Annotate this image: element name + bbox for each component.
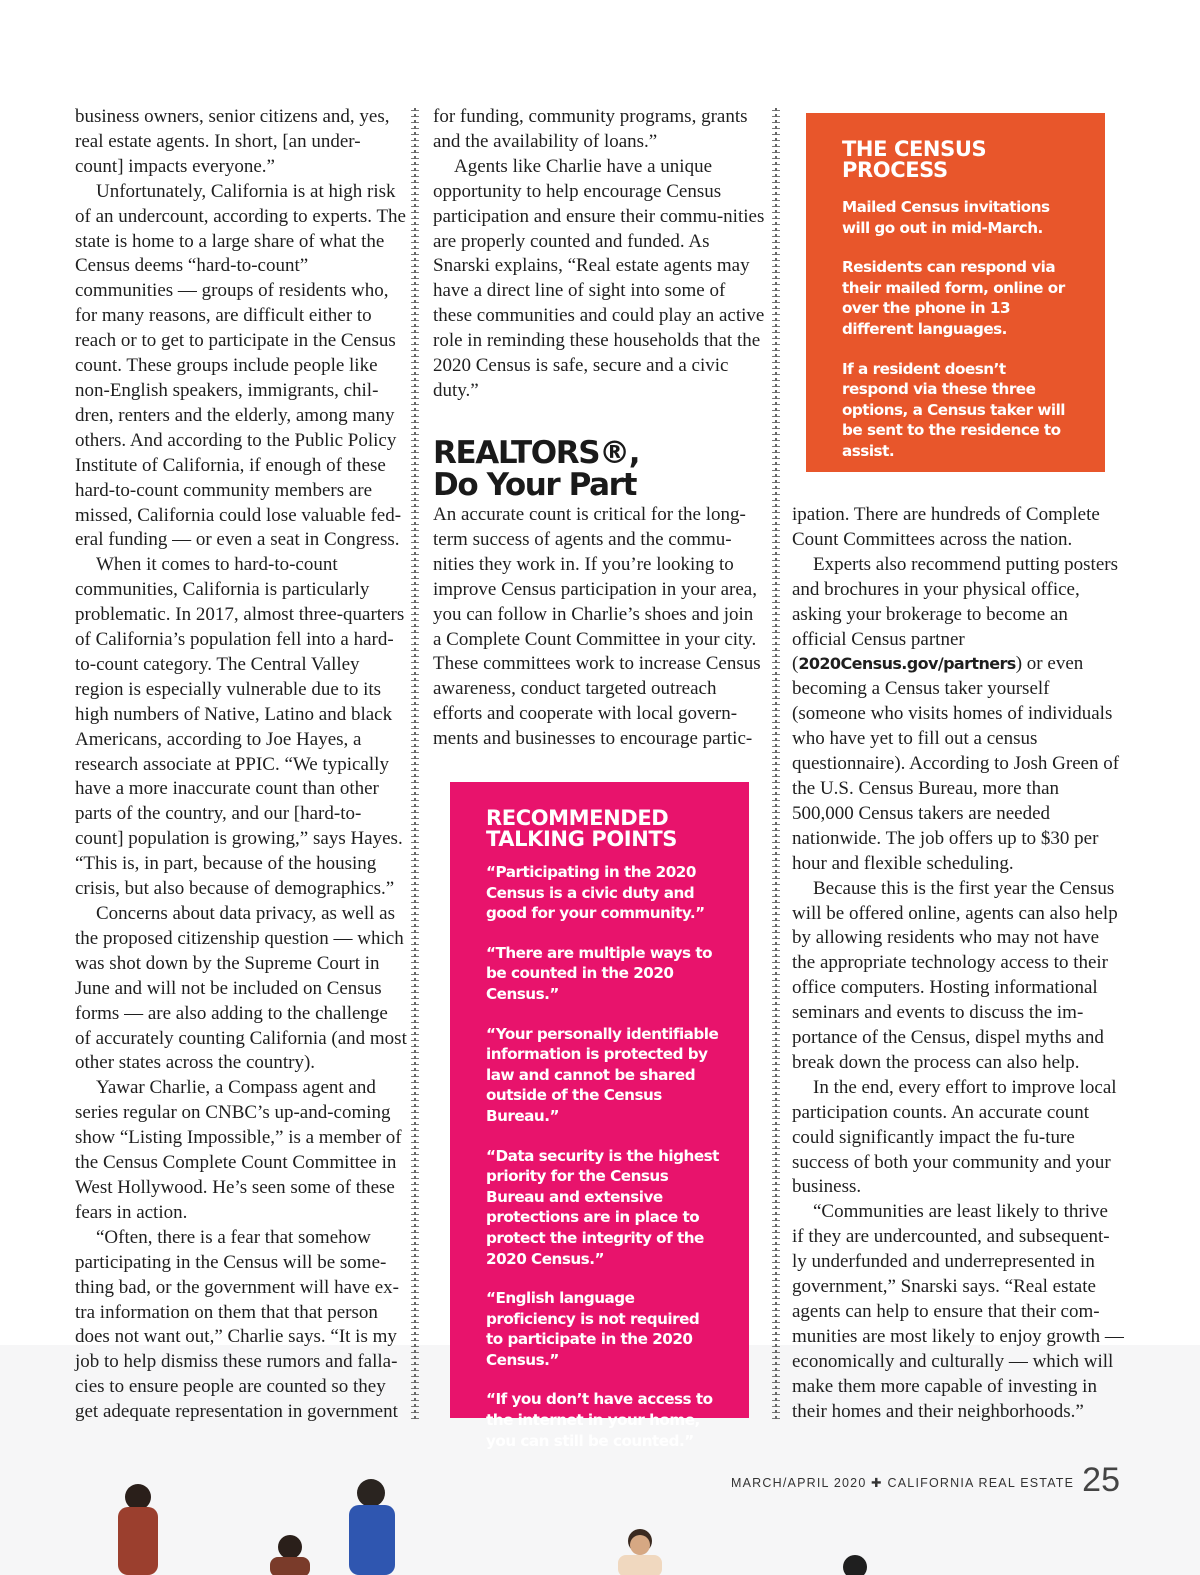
sidebar-title-line: THE CENSUS [842, 137, 987, 161]
sidebar-title [842, 139, 1075, 181]
talking-point: “Your personally identifiable information is protected by law and cannot be shared outside of the Census Bureau.” [486, 1024, 719, 1125]
person-figure [843, 1555, 867, 1575]
paragraph: “Communities are least likely to thrive if they are undercounted, and subsequent-ly underfunded and underrepresented in government,” Snarski says. “Real estate agents can help to ensure that their com-munities are most likely to enjoy growth — economically and culturally — which will make them more capable of investing in their homes and their neighborhoods.” [792, 1201, 1124, 1422]
people-illustration [0, 1475, 1200, 1575]
sidebar-item: Mailed Census invitations will go out in mid-March. [842, 198, 1050, 237]
talking-point: “Participating in the 2020 Census is a civic duty and good for your community.” [486, 863, 705, 923]
paragraph: Because this is the first year the Census will be offered online, agents can also help by allowing residents who may not have the appropriate technology access to their office computers. Hosting informational seminars and events to discuss the im-portance of the Census, dispel myths and break down the process can also help. [792, 877, 1118, 1073]
paragraph: ipation. There are hundreds of Complete Count Committees across the nation. [792, 504, 1100, 550]
sidebar-title-line: PROCESS [842, 158, 948, 182]
census-process-sidebar [806, 113, 1105, 472]
paragraph: “Often, there is a fear that somehow participating in the Census will be some-thing bad, or the government will have ex-tra information on them that that person does not want out,” Charlie says. “It is my job to help dismiss these rumors and falla-cies to ensure people are counted so they get adequate representation in government [75, 1226, 399, 1423]
paragraph: Unfortunately, California is at high risk of an undercount, according to experts. The state is home to a large share of what the Census deems “hard-to-count” communities — groups of residents who, for many reasons, are difficult either to reach or to get to participate in the Census count. These groups include people like non-English speakers, immigrants, chil-dren, renters and the elderly, among many others. And according to the Public Policy Institute of California, if enough of these hard-to-count community members are missed, California could lose valuable fed-eral funding — or even a seat in Congress. [75, 180, 406, 551]
talking-point: “There are multiple ways to be counted in the 2020 Census.” [486, 943, 713, 1003]
talking-point: “If you don’t have access to the internet in your home, you can still be counted.” [486, 1390, 713, 1450]
sidebar-item: If a resident doesn’t respond via these three options, a Census taker will be sent to the residence to assist. [842, 359, 1066, 460]
article-column-1 [75, 105, 407, 1425]
text-run: ) or even becoming a Census taker yourself (someone who visits homes of individuals who have yet to fill out a census questionnaire). According to Josh Green of the U.S. Census Bureau, more than 500,000 Census takers are needed nationwide. The job offers up to $30 per hour and flexible scheduling. [792, 653, 1120, 874]
paragraph: Yawar Charlie, a Compass agent and series regular on CNBC’s up-and-coming show “Listing Impossible,” is a member of the Census Complete Count Committee in West Hollywood. He’s seen some of these fears in action. [75, 1077, 402, 1223]
paragraph: An accurate count is critical for the long-term success of agents and the commu-nities they work in. If you’re looking to improve Census participation in your area, you can follow in Charlie’s shoes and join a Complete Count Committee in your city. These committees work to increase Census awareness, conduct targeted outreach efforts and cooperate with local govern-ments and businesses to encourage partic- [433, 504, 761, 750]
talking-point: “Data security is the highest priority for the Census Bureau and extensive protections are in place to protect the integrity of the 2020 Census.” [486, 1146, 719, 1268]
paragraph: When it comes to hard-to-count communities, California is particularly problematic. In 2017, almost three-quarters of California’s population fell into a hard-to-count category. The Central Valley region is especially vulnerable due to its high numbers of Native, Latino and black Americans, according to Joe Hayes, a research associate at PPIC. “We typically have a more inaccurate count than other parts of the country, and our [hard-to-count] population is growing,” says Hayes. “This is, in part, because of the housing crisis, but also because of demographics.” [75, 554, 405, 900]
sidebar-item: Residents can respond via their mailed form, online or over the phone in 13 different languages. [842, 258, 1065, 338]
cross-icon: ✚ [871, 1476, 883, 1490]
person-figure [349, 1479, 395, 1575]
section-heading [433, 437, 773, 501]
person-figure [118, 1484, 158, 1575]
issue-date: MARCH/APRIL 2020 [731, 1476, 867, 1490]
paragraph: for funding, community programs, grants and the availability of loans.” [433, 106, 748, 152]
sidebar-title [486, 808, 719, 850]
census-partners-link[interactable]: 2020Census.gov/partners [798, 654, 1016, 674]
talking-point: “English language proficiency is not required to participate in the 2020 Census.” [486, 1289, 700, 1369]
paragraph: Concerns about data privacy, as well as the proposed citizenship question — which was shot down by the Supreme Court in June and will not be included on Census forms — are also adding to the challenge of accurately counting California (and most other states across the country). [75, 903, 407, 1074]
talking-points-sidebar [450, 782, 749, 1450]
column-divider [772, 108, 780, 1420]
article-column-2 [433, 105, 765, 404]
paragraph: In the end, every effort to improve local participation counts. An accurate count could significantly impact the fu-ture success of both your community and your business. [792, 1076, 1117, 1198]
article-column-3 [792, 503, 1124, 1425]
heading-line-1: REALTORS®, [433, 435, 640, 471]
article-column-2-continued [433, 503, 765, 752]
paragraph [792, 553, 1124, 877]
page-number: 25 [1082, 1461, 1120, 1499]
person-figure [270, 1535, 310, 1575]
paragraph: Agents like Charlie have a unique opportunity to help encourage Census participation and ensure their commu-nities are properly counted and funded. As Snarski explains, “Real estate agents may have a direct line of sight into some of these communities and could play an active role in reminding these households that the 2020 Census is safe, secure and a civic duty.” [433, 155, 765, 401]
paragraph: business owners, senior citizens and, yes, real estate agents. In short, [an under-count] impacts everyone.” [75, 106, 390, 177]
text-run: Experts also recommend putting posters and brochures in your physical office, asking your brokerage to become an official Census partner ( [792, 553, 1118, 675]
magazine-name: CALIFORNIA REAL ESTATE [887, 1476, 1075, 1490]
column-divider [411, 108, 419, 1420]
heading-line-2: Do Your Part [433, 467, 636, 503]
sidebar-title-line: TALKING POINTS [486, 827, 678, 851]
sidebar-title-line: RECOMMENDED [486, 806, 669, 830]
person-figure [618, 1529, 662, 1575]
